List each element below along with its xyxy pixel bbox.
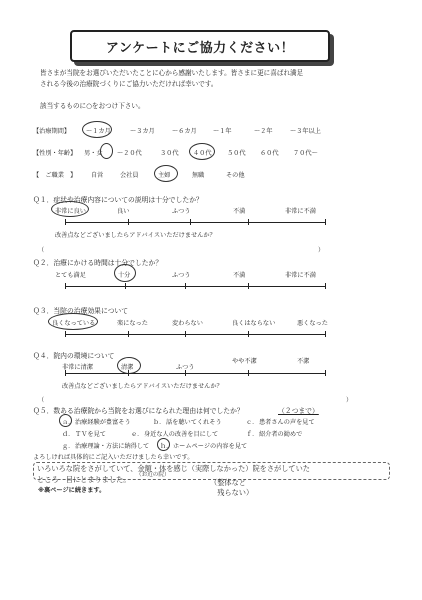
q5-h-selected-circle xyxy=(157,438,173,451)
occupation-label: 【 ご職業 】 xyxy=(33,172,77,179)
q4-scale-tick xyxy=(128,370,129,376)
q4-heading: Ｑ４．院内の環境について xyxy=(33,352,115,360)
occupation-option-self[interactable]: 自営 xyxy=(91,172,104,179)
age-option-30s[interactable]: ３０代 xyxy=(160,150,179,157)
period-option-3m[interactable]: 〜３カ月 xyxy=(130,128,155,135)
q2-option-normal[interactable]: ふつう xyxy=(172,272,191,279)
q5-option-b-letter: ｂ． xyxy=(153,419,166,426)
q1-heading: Ｑ１．症状や治療内容についての説明は十分でしたか？ xyxy=(33,196,203,204)
q4-selected-circle xyxy=(117,357,141,374)
q4-option-clean[interactable]: 清潔 xyxy=(121,364,134,371)
q3-scale-tick xyxy=(325,331,326,337)
q2-heading: Ｑ２．治療にかける時間は十分でしたか？ xyxy=(33,259,163,267)
q1-paren-close: ） xyxy=(318,247,325,254)
q5-option-c[interactable]: 患者さんの声を見て xyxy=(259,419,315,426)
q4-paren-close: ） xyxy=(346,397,353,404)
q1-scale-tick xyxy=(325,219,326,225)
age-option-50s[interactable]: ５０代 xyxy=(227,150,246,157)
q2-scale-tick xyxy=(185,283,186,289)
q2-scale-tick xyxy=(65,283,66,289)
q3-scale-tick xyxy=(65,331,66,337)
period-option-1y[interactable]: 〜１年 xyxy=(213,128,232,135)
q3-selected-circle xyxy=(48,313,98,330)
q3-scale-line xyxy=(65,334,326,335)
occupation-selected-circle xyxy=(154,165,178,182)
q2-selected-circle xyxy=(114,264,136,282)
continued-note: ※裏ページに続きます。 xyxy=(38,487,106,494)
q5-option-g[interactable]: 治療理論・方法に納得して xyxy=(75,443,150,450)
q2-option-enough[interactable]: 十分 xyxy=(118,272,131,279)
age-option-20s[interactable]: 〜２０代 xyxy=(117,150,142,157)
q1-advice-prompt: 改善点などございましたらアドバイスいただけませんか？ xyxy=(55,232,216,239)
q3-scale-tick xyxy=(185,331,186,337)
age-option-40s[interactable]: ４０代 xyxy=(193,150,212,157)
q4-scale-tick xyxy=(325,370,326,376)
q1-option-very-dissatisfied[interactable]: 非常に不満 xyxy=(285,208,316,215)
q4-option-dirty[interactable]: 不潔 xyxy=(297,358,310,365)
q3-scale-tick xyxy=(248,331,249,337)
handwritten-line-4: 残らない） xyxy=(210,488,254,497)
handwritten-line-3: （整体など xyxy=(210,478,246,487)
period-option-6m[interactable]: 〜６カ月 xyxy=(172,128,197,135)
q5-option-a-letter: ａ． xyxy=(62,419,75,426)
q5-option-d-letter: ｄ． xyxy=(62,431,75,438)
q3-option-no-change[interactable]: 変わらない xyxy=(172,320,203,327)
q5-option-e-letter: ｅ． xyxy=(131,431,144,438)
occupation-option-unemployed[interactable]: 無職 xyxy=(192,172,205,179)
q4-scale-line xyxy=(65,373,326,374)
comments-prompt: よろしければ具体的にご記入いただけましたら幸いです。 xyxy=(33,454,194,461)
age-option-70s[interactable]: ７０代〜 xyxy=(293,150,318,157)
q5-option-d[interactable]: ＴＶを見て xyxy=(75,431,106,438)
survey-title: アンケートにご協力ください！ xyxy=(105,40,295,56)
period-option-1m[interactable]: 〜１カ月 xyxy=(86,128,111,135)
period-option-2y[interactable]: 〜２年 xyxy=(254,128,273,135)
q5-a-selected-circle xyxy=(59,414,75,427)
q4-scale-tick xyxy=(65,370,66,376)
q3-option-easier[interactable]: 楽になった xyxy=(117,320,148,327)
q2-option-dissatisfied[interactable]: 不満 xyxy=(233,272,246,279)
gender-selected-circle xyxy=(100,143,113,159)
q1-option-normal[interactable]: ふつう xyxy=(172,208,191,215)
occupation-option-other[interactable]: その他 xyxy=(226,172,245,179)
q1-selected-circle xyxy=(51,201,89,217)
gender-option[interactable]: 男・女 xyxy=(84,150,103,157)
instruction: 該当するものに○をおつけ下さい。 xyxy=(40,102,145,110)
handwritten-line-2: ところ 目にとまりました。 xyxy=(37,475,131,484)
q5-heading: Ｑ５．数ある治療院から当院をお選びになられた理由は何でしたか？ xyxy=(33,407,244,415)
q1-scale-line xyxy=(65,222,326,223)
survey-title-box xyxy=(70,30,330,62)
q3-option-not-improving[interactable]: 良くはならない xyxy=(232,320,276,327)
q4-advice-prompt: 改善点などございましたらアドバイスいただけませんか？ xyxy=(62,383,223,390)
q4-paren-open: （ xyxy=(38,397,45,404)
handwritten-insert: （お近の院） xyxy=(136,472,170,478)
q5-option-h-letter: ｈ． xyxy=(160,443,173,450)
intro-line-2: される今後の治療院づくりにご協力いただければ幸いです。 xyxy=(40,80,218,88)
q5-option-a[interactable]: 治療経験が豊富そう xyxy=(75,419,131,426)
q3-option-worse[interactable]: 悪くなった xyxy=(297,320,328,327)
q1-scale-tick xyxy=(248,219,249,225)
q5-option-f-letter: ｆ． xyxy=(246,431,259,438)
period-option-3y[interactable]: 〜３年以上 xyxy=(290,128,321,135)
q3-scale-tick xyxy=(128,331,129,337)
q1-option-very-good[interactable]: 非常に良い xyxy=(55,208,86,215)
q2-option-very-dissatisfied[interactable]: 非常に不満 xyxy=(285,272,316,279)
q3-heading: Ｑ３．当院の治療効果について xyxy=(33,307,129,315)
intro-line-1: 皆さまが当院をお選びいただいたことに心から感謝いたします。皆さまに更に喜ばれ満足 xyxy=(40,69,304,77)
occupation-option-housewife[interactable]: 主婦 xyxy=(158,172,171,179)
q1-paren-open: （ xyxy=(38,247,45,254)
age-option-60s[interactable]: ６０代 xyxy=(260,150,279,157)
q2-scale-tick xyxy=(248,283,249,289)
q4-scale-tick xyxy=(185,370,186,376)
q1-option-dissatisfied[interactable]: 不満 xyxy=(233,208,246,215)
period-label: 【治療期間】 xyxy=(33,128,71,135)
q5-option-h[interactable]: ホームページの内容を見て xyxy=(173,443,248,450)
q5-option-g-letter: ｇ． xyxy=(62,443,75,450)
q1-scale-tick xyxy=(128,219,129,225)
q5-note: （２つまで） xyxy=(278,407,319,415)
q2-option-very-satisfied[interactable]: とても満足 xyxy=(55,272,86,279)
q4-scale-tick xyxy=(248,370,249,376)
period-selected-circle xyxy=(82,121,112,138)
age-selected-circle xyxy=(189,143,215,160)
q5-option-e[interactable]: 身近な人の改善を目にして xyxy=(144,431,219,438)
q1-option-good[interactable]: 良い xyxy=(117,208,130,215)
q1-scale-tick xyxy=(65,219,66,225)
q5-option-c-letter: ｃ． xyxy=(246,419,259,426)
q2-scale-tick xyxy=(325,283,326,289)
q4-option-somewhat-dirty[interactable]: やや不潔 xyxy=(232,358,257,365)
q2-scale-line xyxy=(65,286,326,287)
q1-scale-tick xyxy=(190,219,191,225)
q4-option-very-clean[interactable]: 非常に清潔 xyxy=(62,364,93,371)
handwritten-line-1: いろいろな院をさがしていて、金額・体を感じ（実際しなかった）院をさがしていた xyxy=(37,464,310,473)
q4-option-normal[interactable]: ふつう xyxy=(176,364,195,371)
q5-option-b[interactable]: 話を聴いてくれそう xyxy=(166,419,222,426)
q3-option-improving[interactable]: 良くなっている xyxy=(52,320,96,327)
q2-scale-tick xyxy=(125,283,126,289)
occupation-option-employee[interactable]: 会社員 xyxy=(120,172,139,179)
q5-option-f[interactable]: 紹介者の勧めで xyxy=(259,431,303,438)
gender-age-label: 【性別・年齢】 xyxy=(33,150,77,157)
